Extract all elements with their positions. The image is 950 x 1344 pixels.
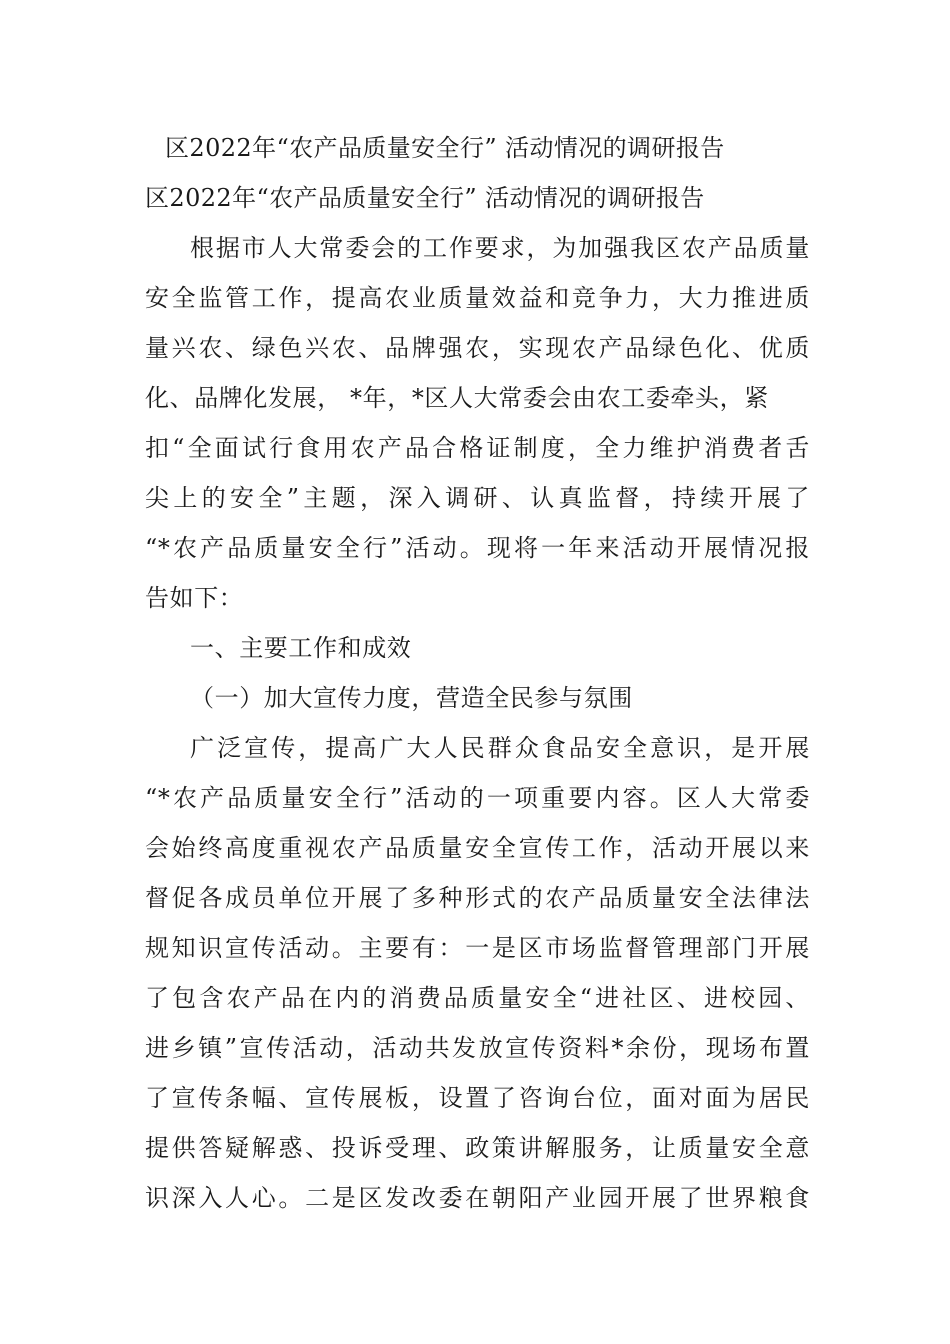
body-line: 识深入人心。二是区发改委在朝阳产业园开展了世界粮食	[145, 1184, 810, 1212]
document-title-duplicate: 区2022年“农产品质量安全行” 活动情况的调研报告	[145, 184, 705, 212]
body-line: 了包含农产品在内的消费品质量安全“进社区、进校园、	[145, 984, 810, 1012]
body-line: 广泛宣传，提高广大人民群众食品安全意识，是开展	[190, 734, 810, 762]
body-line: 化、品牌化发展， *年，*区人大常委会由农工委牵头，紧	[145, 384, 769, 412]
body-line: 进乡镇”宣传活动，活动共发放宣传资料*余份，现场布置	[145, 1034, 810, 1062]
body-line: 安全监管工作，提高农业质量效益和竞争力，大力推进质	[145, 284, 810, 312]
body-line: 根据市人大常委会的工作要求，为加强我区农产品质量	[190, 234, 810, 262]
body-line: 量兴农、绿色兴农、品牌强农，实现农产品绿色化、优质	[145, 334, 810, 362]
body-line: 会始终高度重视农产品质量安全宣传工作，活动开展以来	[145, 834, 810, 862]
body-line: “*农产品质量安全行”活动。现将一年来活动开展情况报	[145, 534, 810, 562]
body-line: “*农产品质量安全行”活动的一项重要内容。区人大常委	[145, 784, 810, 812]
subsection-heading: （一）加大宣传力度，营造全民参与氛围	[190, 684, 633, 712]
body-line: 了宣传条幅、宣传展板，设置了咨询台位，面对面为居民	[145, 1084, 810, 1112]
body-line: 扣“全面试行食用农产品合格证制度，全力维护消费者舌	[145, 434, 810, 462]
document-title: 区2022年“农产品质量安全行” 活动情况的调研报告	[165, 134, 725, 162]
body-line: 规知识宣传活动。主要有：一是区市场监督管理部门开展	[145, 934, 810, 962]
body-line: 告如下：	[145, 584, 244, 612]
body-line: 提供答疑解惑、投诉受理、政策讲解服务，让质量安全意	[145, 1134, 810, 1162]
section-heading: 一、主要工作和成效	[190, 634, 412, 662]
body-line: 尖上的安全”主题，深入调研、认真监督，持续开展了	[145, 484, 810, 512]
body-line: 督促各成员单位开展了多种形式的农产品质量安全法律法	[145, 884, 810, 912]
